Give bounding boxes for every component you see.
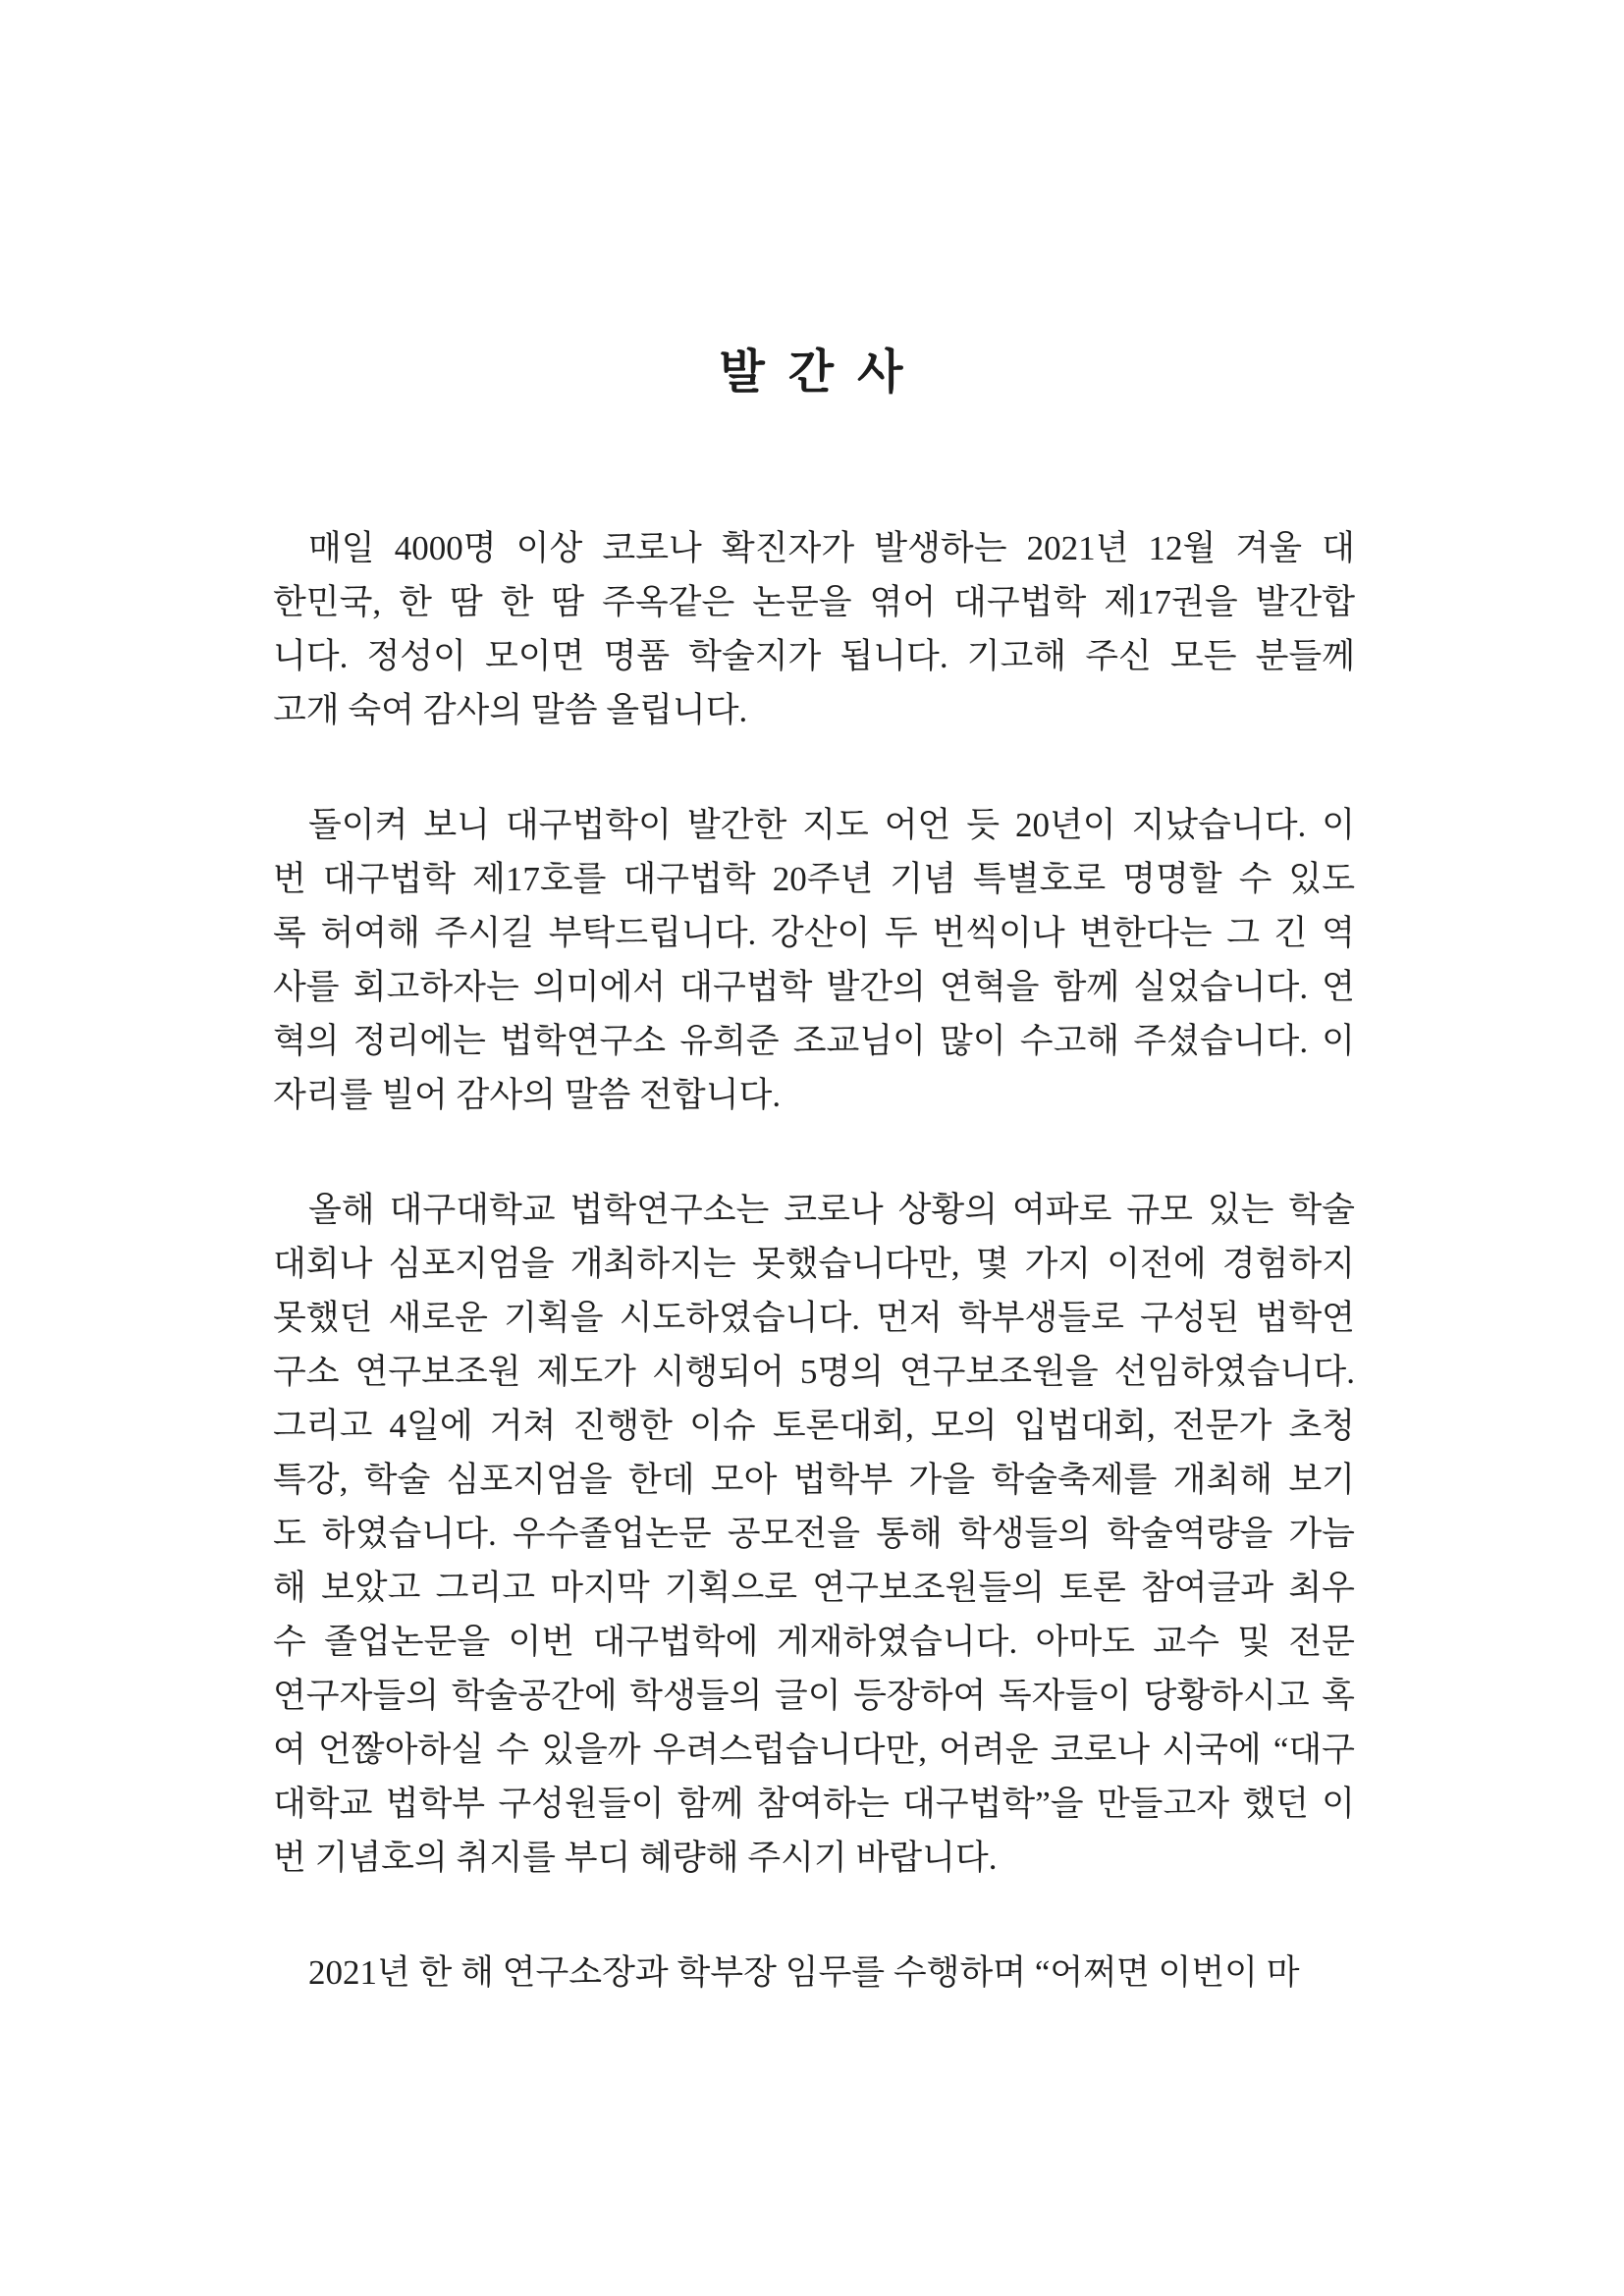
- text-line: 대학교 법학부 구성원들이 함께 참여하는 대구법학”을 만들고자 했던 이: [273, 1785, 1355, 1823]
- text-line: 사를 회고하자는 의미에서 대구법학 발간의 연혁을 함께 실었습니다. 연: [273, 968, 1355, 1006]
- text-line: 특강, 학술 심포지엄을 한데 모아 법학부 가을 학술축제를 개최해 보기: [273, 1461, 1355, 1499]
- text-line: 혁의 정리에는 법학연구소 유희준 조교님이 많이 수고해 주셨습니다. 이: [273, 1022, 1355, 1060]
- text-line: 록 허여해 주시길 부탁드립니다. 강산이 두 번씩이나 변한다는 그 긴 역: [273, 914, 1355, 952]
- paragraph: [273, 1946, 1355, 2000]
- text-line: 니다. 정성이 모이면 명품 학술지가 됩니다. 기고해 주신 모든 분들께: [273, 637, 1355, 675]
- text-line: 번 대구법학 제17호를 대구법학 20주년 기념 특별호로 명명할 수 있도: [273, 860, 1355, 898]
- text-line: 못했던 새로운 기획을 시도하였습니다. 먼저 학부생들로 구성된 법학연: [273, 1299, 1355, 1337]
- text-line: 대회나 심포지엄을 개최하지는 못했습니다만, 몇 가지 이전에 경험하지: [273, 1245, 1355, 1283]
- text-line: 돌이켜 보니 대구법학이 발간한 지도 어언 듯 20년이 지났습니다. 이: [308, 806, 1355, 844]
- document-body: [273, 521, 1355, 2000]
- text-line: 도 하였습니다. 우수졸업논문 공모전을 통해 학생들의 학술역량을 가늠: [273, 1515, 1355, 1553]
- page-title: 발 간 사: [719, 347, 909, 399]
- text-line: 올해 대구대학교 법학연구소는 코로나 상황의 여파로 규모 있는 학술: [308, 1191, 1355, 1229]
- text-line: 2021년 한 해 연구소장과 학부장 임무를 수행하며 “어쩌면 이번이 마: [308, 1953, 1300, 1992]
- text-line: 구소 연구보조원 제도가 시행되어 5명의 연구보조원을 선임하였습니다.: [273, 1353, 1355, 1391]
- text-line: 매일 4000명 이상 코로나 확진자가 발생하는 2021년 12월 겨울 대: [308, 529, 1355, 567]
- text-line: 여 언짢아하실 수 있을까 우려스럽습니다만, 어려운 코로나 시국에 “대구: [273, 1731, 1355, 1769]
- text-column: [273, 0, 1355, 2060]
- text-line: 고개 숙여 감사의 말씀 올립니다.: [273, 691, 748, 729]
- paragraph: [273, 521, 1355, 737]
- paragraph: [273, 798, 1355, 1122]
- text-line: 번 기념호의 취지를 부디 혜량해 주시기 바랍니다.: [273, 1839, 998, 1877]
- paragraph: [273, 1183, 1355, 1885]
- text-line: 연구자들의 학술공간에 학생들의 글이 등장하여 독자들이 당황하시고 혹: [273, 1677, 1355, 1715]
- text-line: 수 졸업논문을 이번 대구법학에 게재하였습니다. 아마도 교수 및 전문: [273, 1623, 1355, 1661]
- text-line: 자리를 빌어 감사의 말씀 전합니다.: [273, 1076, 782, 1114]
- text-line: 한민국, 한 땀 한 땀 주옥같은 논문을 엮어 대구법학 제17권을 발간합: [273, 583, 1355, 621]
- text-line: 해 보았고 그리고 마지막 기획으로 연구보조원들의 토론 참여글과 최우: [273, 1569, 1355, 1607]
- text-line: 그리고 4일에 거쳐 진행한 이슈 토론대회, 모의 입법대회, 전문가 초청: [273, 1407, 1355, 1445]
